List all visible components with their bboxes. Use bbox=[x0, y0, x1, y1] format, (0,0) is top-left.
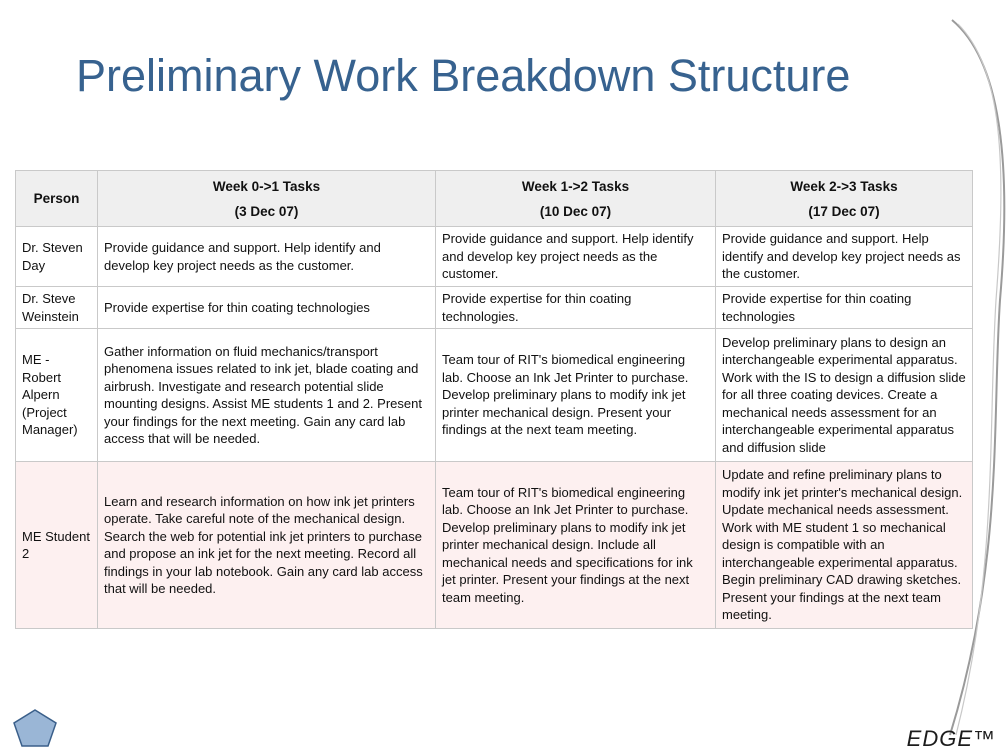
person-cell: Dr. Steven Day bbox=[16, 227, 98, 287]
person-cell: ME Student 2 bbox=[16, 462, 98, 629]
task-cell-week3: Provide expertise for thin coating technologies bbox=[716, 287, 973, 329]
header-week-2-3 bbox=[716, 171, 973, 227]
slide-title: Preliminary Work Breakdown Structure bbox=[76, 50, 851, 101]
task-cell-week2: Team tour of RIT's biomedical engineering lab. Choose an Ink Jet Printer to purchase. Develop preliminary plans to modify ink jet printer mechanical design. Present your findings at the next team meeting. bbox=[436, 329, 716, 462]
task-cell-week1: Learn and research information on how ink jet printers operate. Take careful note of the mechanical design. Search the web for potential ink jet printers to purchase and propose an ink jet for the next meeting. Record all findings in your lab notebook. Gain any card lab access that will be needed. bbox=[98, 462, 436, 629]
task-cell-week2: Team tour of RIT's biomedical engineering lab. Choose an Ink Jet Printer to purchase. Develop preliminary plans to modify ink jet printer mechanical design. Include all mechanical needs and specifications for ink jet printer. Present your findings at the next team meeting. bbox=[436, 462, 716, 629]
table-row bbox=[16, 227, 973, 287]
task-cell-week3: Update and refine preliminary plans to modify ink jet printer's mechanical design. Update mechanical needs assessment. Work with ME student 1 so mechanical design is compatible with an interchangeable experimental apparatus. Begin preliminary CAD drawing sketches. Present your findings at the next team meeting. bbox=[716, 462, 973, 629]
header-week-1-2-label: Week 1->2 Tasks bbox=[521, 178, 630, 194]
header-week-0-1 bbox=[98, 171, 436, 227]
edge-logo: EDGE™ bbox=[906, 726, 996, 751]
header-week-1-2-date: (10 Dec 07) bbox=[539, 203, 612, 219]
header-person: Person bbox=[16, 171, 98, 227]
task-cell-week3: Provide guidance and support. Help identify and develop key project needs as the customer. bbox=[716, 227, 973, 287]
pentagon-navigation-icon[interactable] bbox=[12, 708, 58, 748]
task-cell-week1: Provide expertise for thin coating technologies bbox=[98, 287, 436, 329]
header-week-1-2 bbox=[436, 171, 716, 227]
task-cell-week1: Provide guidance and support. Help identify and develop key project needs as the customer. bbox=[98, 227, 436, 287]
header-week-0-1-label: Week 0->1 Tasks bbox=[212, 178, 321, 194]
header-week-2-3-date: (17 Dec 07) bbox=[808, 203, 880, 219]
table-row-highlighted bbox=[16, 462, 973, 629]
table-header-row bbox=[16, 171, 973, 227]
task-cell-week1: Gather information on fluid mechanics/transport phenomena issues related to ink jet, blade coating and airbrush. Investigate and research potential slide mounting designs. Assist ME students 1 and 2. Present your findings for the next meeting. Gain any card lab access that will be needed. bbox=[98, 329, 436, 462]
table-row bbox=[16, 329, 973, 462]
wbs-table bbox=[15, 170, 973, 629]
header-week-2-3-label: Week 2->3 Tasks bbox=[790, 178, 898, 194]
task-cell-week2: Provide expertise for thin coating technologies. bbox=[436, 287, 716, 329]
table-row bbox=[16, 287, 973, 329]
person-cell: Dr. Steve Weinstein bbox=[16, 287, 98, 329]
header-week-0-1-date: (3 Dec 07) bbox=[234, 203, 299, 219]
person-cell: ME - Robert Alpern (Project Manager) bbox=[16, 329, 98, 462]
task-cell-week3: Develop preliminary plans to design an interchangeable experimental apparatus. Work with the IS to design a diffusion slide for all three coating devices. Create a mechanical needs assessment for an interchangeable experimental apparatus and diffusion slide bbox=[716, 329, 973, 462]
task-cell-week2: Provide guidance and support. Help identify and develop key project needs as the customer. bbox=[436, 227, 716, 287]
